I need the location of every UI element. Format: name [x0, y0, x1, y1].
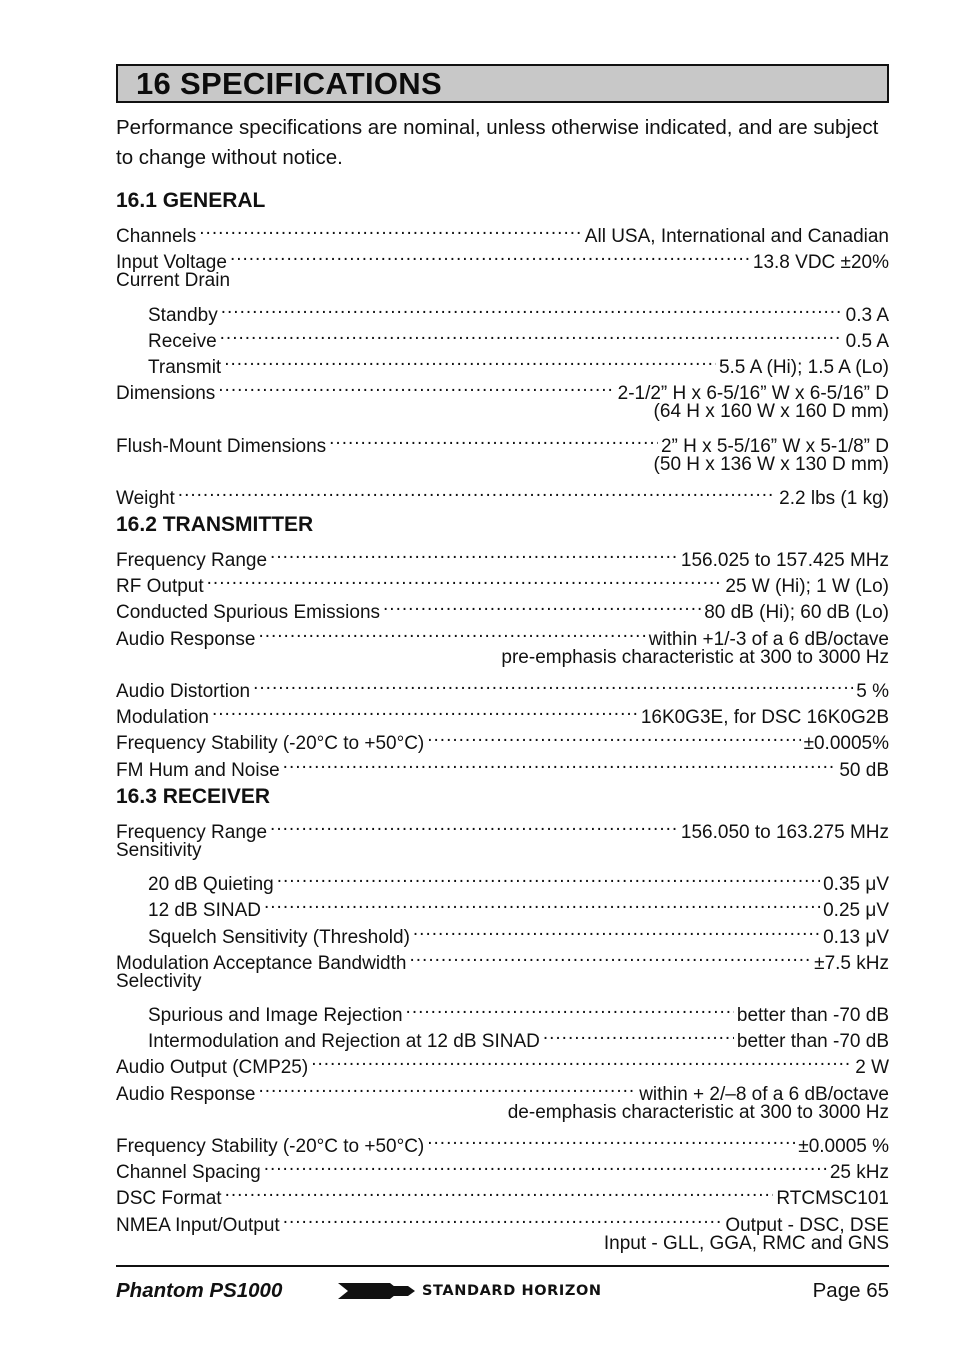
page-footer [116, 1265, 889, 1313]
spec-subhead-selectivity: Selectivity [116, 970, 202, 992]
spec-row-dsc-format: DSC Format ..... RTCMSC101 [116, 1178, 889, 1204]
spec-row-flush-dimensions: Flush-Mount Dimensions ..... 2” H x 5-5/16” W x 5-1/8” D [116, 426, 889, 452]
spec-row-rx-freq-range: Frequency Range ..... 156.050 to 163.275 MHz [116, 812, 889, 838]
spec-cont-tx-audio-response: pre-emphasis characteristic at 300 to 3000 Hz [501, 646, 889, 668]
spec-row-rf-output: RF Output ..... 25 W (Hi); 1 W (Lo) [116, 566, 889, 592]
brand-logo [338, 1278, 602, 1304]
spec-row-mod-acceptance: Modulation Acceptance Bandwidth ..... ±7.5 kHz [116, 943, 889, 969]
spec-subhead-sensitivity: Sensitivity [116, 839, 202, 861]
section-general [116, 186, 889, 509]
spec-page [116, 64, 889, 1257]
spec-row-audio-distortion: Audio Distortion ..... 5 % [116, 671, 889, 697]
section-receiver [116, 782, 889, 1257]
spec-row-weight: Weight ..... 2.2 lbs (1 kg) [116, 478, 889, 504]
spec-row-input-voltage: Input Voltage ..... 13.8 VDC ±20% [116, 242, 889, 268]
spec-row-standby: Standby ..... 0.3 A [116, 295, 889, 321]
spec-row-rx-audio-response: Audio Response ..... within + 2/–8 of a 6 dB/octave [116, 1074, 889, 1100]
model-name: Phantom PS1000 [116, 1279, 283, 1302]
chapter-title: 16 SPECIFICATIONS [136, 65, 442, 101]
spec-row-sinad: 12 dB SINAD ..... 0.25 μV [116, 890, 889, 916]
spec-row-dimensions: Dimensions ..... 2-1/2” H x 6-5/16” W x 6-5/16” D [116, 373, 889, 399]
spec-row-spurious-emissions: Conducted Spurious Emissions ..... 80 dB (Hi); 60 dB (Lo) [116, 592, 889, 618]
spec-row-tx-audio-response: Audio Response ..... within +1/-3 of a 6 dB/octave [116, 619, 889, 645]
spec-subhead-current-drain: Current Drain [116, 270, 231, 292]
spec-row-tx-freq-stability: Frequency Stability (-20°C to +50°C) ..... ±0.0005% [116, 723, 889, 749]
spec-row-receive: Receive ..... 0.5 A [116, 321, 889, 347]
spec-row-tx-freq-range: Frequency Range ..... 156.025 to 157.425 MHz [116, 540, 889, 566]
spec-cont-rx-audio-response: de-emphasis characteristic at 300 to 3000 Hz [507, 1101, 889, 1123]
spec-row-rx-freq-stability: Frequency Stability (-20°C to +50°C) ..... ±0.0005 % [116, 1126, 889, 1152]
spec-row-quieting: 20 dB Quieting ..... 0.35 μV [116, 864, 889, 890]
chapter-title-box [116, 64, 889, 103]
section-heading-transmitter: 16.2 TRANSMITTER [116, 513, 314, 537]
spec-row-nmea: NMEA Input/Output ..... Output - DSC, DSE [116, 1205, 889, 1231]
spec-row-squelch: Squelch Sensitivity (Threshold) ..... 0.13 μV [116, 917, 889, 943]
page-number: Page 65 [812, 1279, 889, 1302]
spec-row-transmit: Transmit ..... 5.5 A (Hi); 1.5 A (Lo) [116, 347, 889, 373]
section-heading-general: 16.1 GENERAL [116, 189, 266, 212]
spec-row-modulation: Modulation ..... 16K0G3E, for DSC 16K0G2B [116, 697, 889, 723]
section-transmitter [116, 510, 889, 781]
brand-name: STANDARD HORIZON [422, 1283, 602, 1299]
spec-cont-nmea: Input - GLL, GGA, RMC and GNS [603, 1232, 889, 1254]
spec-row-intermod-rejection: Intermodulation and Rejection at 12 dB SINAD ..... better than -70 dB [116, 1021, 889, 1047]
spec-cont-flush-dimensions: (50 H x 136 W x 130 D mm) [653, 453, 889, 475]
spec-row-channel-spacing: Channel Spacing ..... 25 kHz [116, 1152, 889, 1178]
spec-cont-dimensions: (64 H x 160 W x 160 D mm) [653, 401, 889, 423]
spec-row-fm-hum: FM Hum and Noise ..... 50 dB [116, 750, 889, 776]
brand-mark-icon [338, 1280, 416, 1302]
spec-row-spurious-rejection: Spurious and Image Rejection ..... better than -70 dB [116, 995, 889, 1021]
spec-row-channels: Channels ..... All USA, International and Canadian [116, 216, 889, 242]
intro-paragraph: Performance specifications are nominal, unless otherwise indicated, and are subject to change without notice. [116, 116, 879, 169]
spec-row-audio-output: Audio Output (CMP25) ..... 2 W [116, 1047, 889, 1073]
section-heading-receiver: 16.3 RECEIVER [116, 784, 271, 808]
